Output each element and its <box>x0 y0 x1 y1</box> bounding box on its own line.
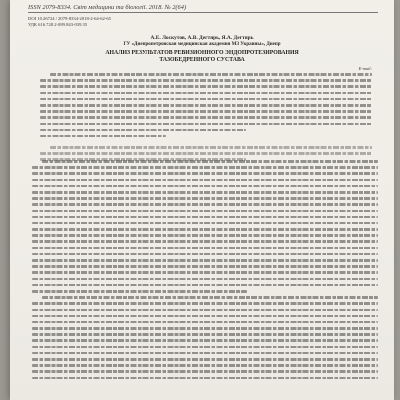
text-line <box>32 166 378 169</box>
text-line <box>32 247 378 250</box>
article-meta <box>28 16 111 27</box>
article-title <box>10 50 394 64</box>
text-line <box>40 129 246 132</box>
text-line <box>32 377 378 380</box>
text-line <box>32 222 378 225</box>
text-line <box>32 253 378 256</box>
text-line <box>40 110 372 113</box>
text-line <box>32 240 378 243</box>
text-line <box>42 160 378 163</box>
text-line <box>32 370 378 373</box>
document-page <box>10 0 394 400</box>
text-line <box>32 278 378 281</box>
funding-line <box>40 152 372 155</box>
udc-line: УДК 616.728.2-089.843-039.35 <box>28 21 88 27</box>
text-line <box>32 339 378 342</box>
text-line <box>40 116 372 119</box>
text-line <box>32 284 378 287</box>
title-line-1: АНАЛИЗ РЕЗУЛЬТАТОВ РЕВИЗИОННОГО ЭНДОПРОТЕЗИРОВАНИЯ <box>105 50 299 56</box>
email-label: E-mail: <box>358 66 372 71</box>
text-line <box>32 234 378 237</box>
keywords-line <box>40 135 166 138</box>
text-line <box>32 265 378 268</box>
affiliation: ГУ «Днепропетровская медицинская академия МЗ Украины», Днепр <box>123 42 281 47</box>
text-line <box>40 123 372 126</box>
doi-line: DOI 10.26724 / 2079-8334-2018-2-64-62-65 <box>28 16 111 21</box>
text-line <box>32 216 378 219</box>
text-line <box>40 98 372 101</box>
text-line <box>40 104 372 107</box>
text-line <box>32 259 378 262</box>
text-line <box>32 271 378 274</box>
text-line <box>42 296 378 299</box>
text-line <box>32 327 378 330</box>
text-line <box>40 79 372 82</box>
text-line <box>32 172 378 175</box>
text-line <box>32 203 378 206</box>
text-line <box>32 185 378 188</box>
text-line <box>32 321 378 324</box>
text-line <box>32 315 378 318</box>
text-line <box>32 309 378 312</box>
text-line <box>32 352 378 355</box>
text-line <box>32 228 378 231</box>
text-line <box>40 92 372 95</box>
authors: А.Е. Лоскутов, А.В. Дегтярь, Я.А. Дегтярь <box>150 35 254 41</box>
journal-header: ISSN 2079-8334. Світ медицини та біології. 2018. № 2(64) <box>28 4 378 13</box>
text-line <box>40 85 372 88</box>
text-line <box>50 73 372 76</box>
title-line-2: ТАЗОБЕДРЕННОГО СУСТАВА <box>159 57 245 63</box>
funding-line <box>50 146 372 149</box>
text-line <box>32 197 378 200</box>
text-line <box>32 333 378 336</box>
text-line <box>32 179 378 182</box>
text-line <box>32 290 247 293</box>
text-line <box>32 302 378 305</box>
text-line <box>32 210 378 213</box>
text-line <box>32 364 378 367</box>
text-line <box>32 191 378 194</box>
body-text <box>32 160 378 383</box>
abstract-block <box>40 73 372 165</box>
text-line <box>32 358 378 361</box>
text-line <box>32 346 378 349</box>
